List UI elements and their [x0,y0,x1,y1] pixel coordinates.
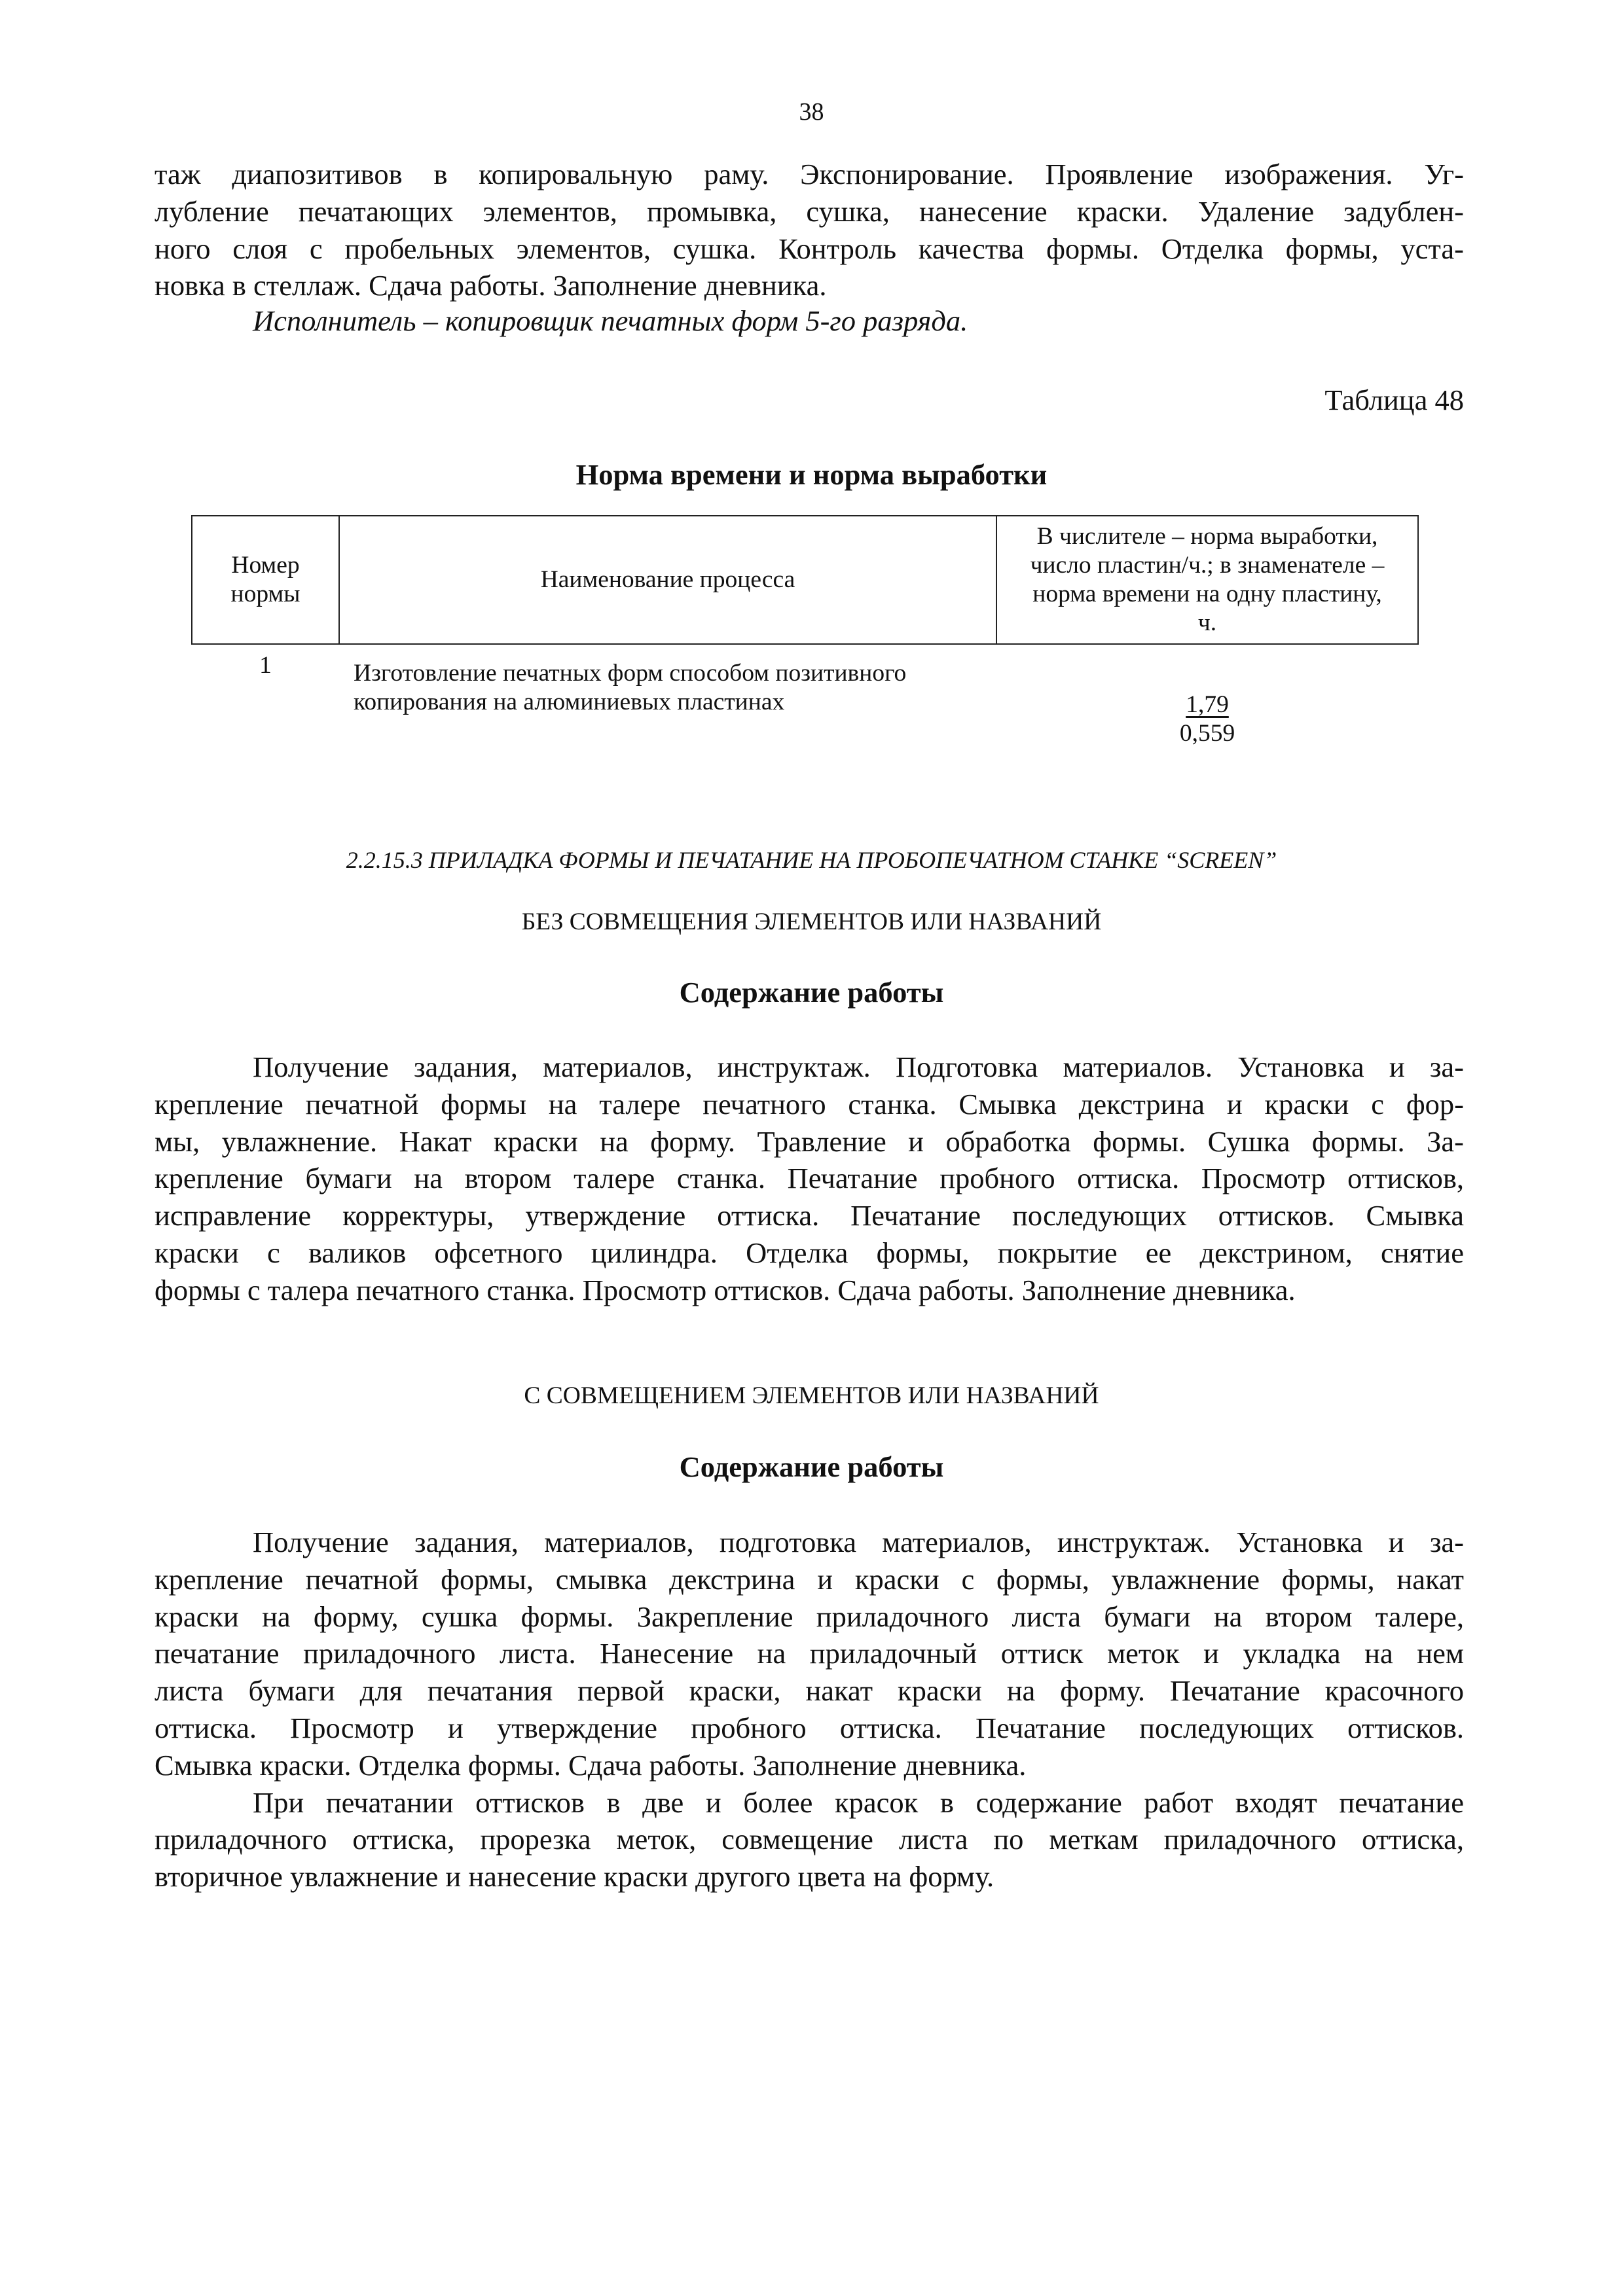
norm-denominator: 0,559 [1179,720,1235,747]
content-line: исправление корректуры, утверждение оттиска. Печатание последующих оттисков. Смывка [155,1199,1464,1232]
header-number-line: нормы [230,581,301,607]
intro-paragraph [155,156,1464,304]
content-line: краски на форму, сушка формы. Закрепление приладочного листа бумаги на втором талере, [155,1600,1464,1633]
row-process-name [339,644,996,759]
table-label: Таблица 48 [1324,384,1464,416]
page-number: 38 [799,98,824,126]
header-norm-line: В числителе – норма выработки, [1036,523,1378,550]
content-line: крепление печатной формы на талере печатного станка. Смывка декстрина и краски с фор- [155,1087,1464,1121]
norm-table [191,515,1419,759]
row-process-line: копирования на алюминиевых пластинах [354,689,785,715]
header-norm-line: число пластин/ч.; в знаменателе – [1030,552,1385,579]
content-line: Получение задания, материалов, подготовка материалов, инструктаж. Установка и за- [253,1526,1464,1558]
content-line: Получение задания, материалов, инструктаж. Подготовка материалов. Установка и за- [253,1050,1464,1083]
content-line: краски с валиков офсетного цилиндра. Отделка формы, покрытие ее декстрином, снятие [155,1236,1464,1269]
header-norm-line: ч. [1197,609,1217,636]
norm-numerator: 1,79 [1186,691,1229,718]
content-line: формы с талера печатного станка. Просмотр оттисков. Сдача работы. Заполнение дневника. [155,1273,1296,1306]
content-line: оттиска. Просмотр и утверждение пробного оттиска. Печатание последующих оттисков. [155,1711,1464,1744]
header-norm [996,516,1418,644]
note-line: При печатании оттисков в две и более красок в содержание работ входят печатание [253,1785,1464,1819]
table-header-row [192,516,1418,644]
header-number [192,516,339,644]
section-title: 2.2.15.3 ПРИЛАДКА ФОРМЫ И ПЕЧАТАНИЕ НА ПРОБОПЕЧАТНОМ СТАНКЕ “SCREEN” [346,847,1277,873]
table-title: Норма времени и норма выработки [575,458,1048,491]
subsection-title-1: БЕЗ СОВМЕЩЕНИЯ ЭЛЕМЕНТОВ ИЛИ НАЗВАНИЙ [521,908,1102,935]
executor-note: Исполнитель – копировщик печатных форм 5-го разряда. [253,304,968,337]
norm-fraction [1180,691,1235,748]
header-name: Наименование процесса [339,516,996,644]
header-number-line: Номер [231,552,300,579]
content-line: мы, увлажнение. Накат краски на форму. Травление и обработка формы. Сушка формы. За- [155,1124,1464,1158]
intro-line: таж диапозитивов в копировальную раму. Экспонирование. Проявление изображения. Уг- [155,158,1464,190]
table-row [192,644,1418,759]
row-process-line: Изготовление печатных форм способом позитивного [354,660,907,687]
row-number: 1 [259,652,272,679]
note-line: приладочного оттиска, прорезка меток, совмещение листа по меткам приладочного оттиска, [155,1823,1464,1856]
intro-line: лубление печатающих элементов, промывка, сушка, нанесение краски. Удаление задублен- [155,194,1464,228]
intro-line: новка в стеллаж. Сдача работы. Заполнение дневника. [155,269,827,302]
header-norm-line: норма времени на одну пластину, [1032,581,1382,607]
subsection-title-2: С СОВМЕЩЕНИЕМ ЭЛЕМЕНТОВ ИЛИ НАЗВАНИЙ [524,1382,1099,1409]
content-line: крепление печатной формы, смывка декстрина и краски с формы, увлажнение формы, накат [155,1562,1464,1596]
content-line: крепление бумаги на втором талере станка. Печатание пробного оттиска. Просмотр оттисков, [155,1162,1464,1195]
content-line: листа бумаги для печатания первой краски, накат краски на форму. Печатание красочного [155,1674,1464,1708]
intro-line: ного слоя с пробельных элементов, сушка. Контроль качества формы. Отделка формы, уста- [155,232,1464,265]
content-line: Смывка краски. Отделка формы. Сдача работы. Заполнение дневника. [155,1748,1027,1782]
note-line: вторичное увлажнение и нанесение краски другого цвета на форму. [155,1860,994,1893]
content-paragraph-2 [155,1524,1464,1895]
content-heading-2: Содержание работы [679,1450,944,1483]
content-line: печатание приладочного листа. Нанесение на приладочный оттиск меток и укладка на нем [155,1637,1464,1670]
row-norm [996,644,1418,759]
content-paragraph-1 [155,1049,1464,1309]
content-heading-1: Содержание работы [679,976,944,1009]
